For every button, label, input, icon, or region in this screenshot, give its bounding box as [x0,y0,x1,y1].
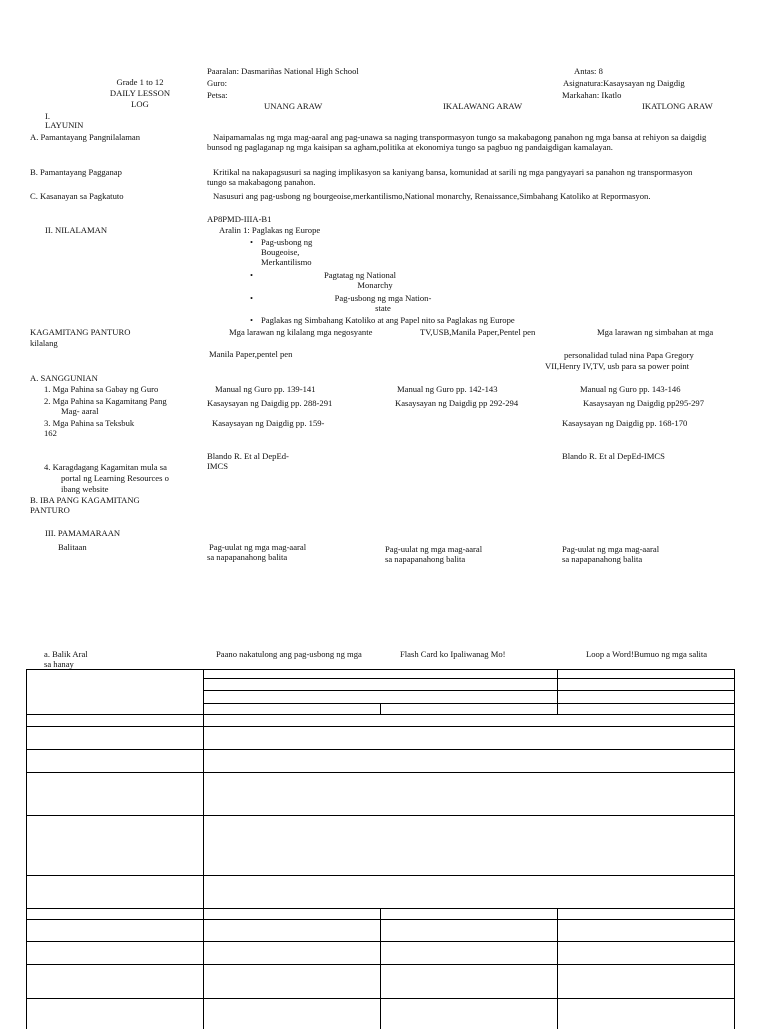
blando-day1-line2: IMCS [207,461,229,471]
day1-heading: UNANG ARAW [264,101,323,111]
gabay-guro-day1: Manual ng Guro pp. 139-141 [215,384,316,394]
nilalaman-bullet-3-line1: Pag-usbong ng mga Nation- [334,293,432,303]
kagamitan-heading: KAGAMITANG PANTURO [30,327,131,337]
teksbuk-day1: Kasaysayan ng Daigdig pp. 159- [212,418,325,428]
layunin-heading: LAYUNIN [45,120,84,130]
balik-aral-day1: Paano nakatulong ang pag-usbong ng mga [216,649,362,659]
kasanayan-text: Nasusuri ang pag-usbong ng bourgeoise,merkantilismo,National monarchy, Renaissance,Simbahang Katoliko at Repormasyon. [213,191,651,201]
teksbuk-label: 3. Mga Pahina sa Teksbuk [44,418,135,428]
balitaan-day2-line2: sa napapanahong balita [385,554,466,564]
guro-field: Guro: [207,78,228,88]
kasanayan-label: C. Kasanayan sa Pagkatuto [30,191,124,201]
gabay-guro-label: 1. Mga Pahina sa Gabay ng Guro [44,384,159,394]
asignatura-field: Asignatura:Kasaysayan ng Daigdig [563,78,685,88]
blando-day3: Blando R. Et al DepEd-IMCS [562,451,665,461]
nilalaman-bullet-4: Paglakas ng Simbahang Katoliko at ang Papel nito sa Paglakas ng Europe [261,315,515,325]
nilalaman-bullet-2-line2: Monarchy [357,280,393,290]
bullet-text: Pag-usbong ng [261,237,313,247]
bullet-text: Merkantilismo [261,257,312,267]
kagamitan-day3-line1: Mga larawan ng simbahan at mga [597,327,714,337]
kagamitang-mag-aaral-label-line2: Mag- aaral [61,406,99,416]
balitaan-day3-line2: sa napapanahong balita [562,554,643,564]
bullet-dot: • [250,293,254,303]
kagamitan-day1-line2: Manila Paper,pentel pen [209,349,293,359]
nilalaman-heading: II. NILALAMAN [45,225,108,235]
balik-aral-day3: Loop a Word!Bumuo ng mga salita [586,649,708,659]
bullet-text: Bougeoise, [261,247,300,257]
karagdagang-kagamitan-line3: ibang website [61,484,109,494]
pamamaraan-heading: III. PAMAMARAAN [45,528,121,538]
day2-heading: IKALAWANG ARAW [443,101,523,111]
header-title-line3: LOG [131,99,149,109]
antas-field: Antas: 8 [574,66,603,76]
pamantayang-pangnilalaman-text: Naipamamalas ng mga mag-aaral ang pag-unawa sa naging transpormasyon tungo sa makabagong panahon ng mga bansa at rehiyon sa daigdig bunsod ng paglaganap ng mga kaisipan sa agham,politika at ekonomiya tungo sa pagbuo ng pandaigdigan kamalayan. [207,132,707,152]
paaralan-field: Paaralan: Dasmariñas National High School [207,66,359,76]
bullet-dot: • [250,237,254,247]
pamantayang-pagganap-label: B. Pamantayang Pagganap [30,167,122,177]
balik-aral-label-cont: sa hanay [44,659,74,669]
balitaan-day2-line1: Pag-uulat ng mga mag-aaral [385,544,483,554]
layunin-number: I. [45,111,51,121]
nilalaman-bullet-1 [250,237,313,267]
kagamitang-mag-aaral-label-line1: 2. Mga Pahina sa Kagamitang Pang [44,396,167,406]
sanggunian-heading: A. SANGGUNIAN [30,373,98,383]
gabay-guro-day2: Manual ng Guro pp. 142-143 [397,384,498,394]
markahan-field: Markahan: Ikatlo [562,90,622,100]
kagamitan-day3-line2: personalidad tulad nina Papa Gregory [564,350,694,360]
kagamitan-day1-line1: Mga larawan ng kilalang mga negosyante [229,327,373,337]
day3-heading: IKATLONG ARAW [642,101,713,111]
kagamitang-mag-aaral-day1: Kasaysayan ng Daigdig pp. 288-291 [207,398,333,408]
kagamitan-heading-cont: kilalang [30,338,58,348]
balitaan-label: Balitaan [58,542,87,552]
competency-code: AP8PMD-IIIA-B1 [207,214,272,224]
teksbuk-day3: Kasaysayan ng Daigdig pp. 168-170 [562,418,688,428]
pamantayang-pangnilalaman-label: A. Pamantayang Pangnilalaman [30,132,141,142]
iba-pang-kagamitan-line1: B. IBA PANG KAGAMITANG [30,495,140,505]
kagamitan-day3-line3: VII,Henry IV,TV, usb para sa power point [545,361,690,371]
lesson-plan-grid [26,669,735,1029]
pamantayang-pagganap-text: Kritikal na nakapagsusuri sa naging implikasyon sa kaniyang bansa, komunidad at sarili ng mga pangyayari sa panahon ng transpormasyon tungo sa makabagong panahon. [207,167,693,187]
gabay-guro-day3: Manual ng Guro pp. 143-146 [580,384,681,394]
balik-aral-day2: Flash Card ko Ipaliwanag Mo! [400,649,506,659]
balitaan-day1-line2: sa napapanahong balita [207,552,288,562]
kagamitang-mag-aaral-day3: Kasaysayan ng Daigdig pp295-297 [583,398,705,408]
karagdagang-kagamitan-line1: 4. Karagdagang Kagamitan mula sa [44,462,167,472]
iba-pang-kagamitan-line2: PANTURO [30,505,70,515]
balik-aral-label: a. Balik Aral [44,649,88,659]
balitaan-day3-line1: Pag-uulat ng mga mag-aaral [562,544,660,554]
nilalaman-bullet-2-line1: Pagtatag ng National [323,270,397,280]
blando-day1-line1: Blando R. Et al DepEd- [207,451,289,461]
karagdagang-kagamitan-line2: portal ng Learning Resources o [61,473,169,483]
teksbuk-label-cont: 162 [44,428,57,438]
header-title-line1: Grade 1 to 12 [116,77,164,87]
nilalaman-bullet-3-line2: state [375,303,391,313]
header-title-line2: DAILY LESSON [109,88,171,98]
kagamitang-mag-aaral-day2: Kasaysayan ng Daigdig pp 292-294 [395,398,519,408]
bullet-dot: • [250,270,254,280]
balitaan-day1-line1: Pag-uulat ng mga mag-aaral [209,542,307,552]
kagamitan-day2: TV,USB,Manila Paper,Pentel pen [420,327,536,337]
petsa-field: Petsa: [207,90,228,100]
bullet-dot: • [250,315,254,325]
aralin-title: Aralin 1: Paglakas ng Europe [219,225,321,235]
